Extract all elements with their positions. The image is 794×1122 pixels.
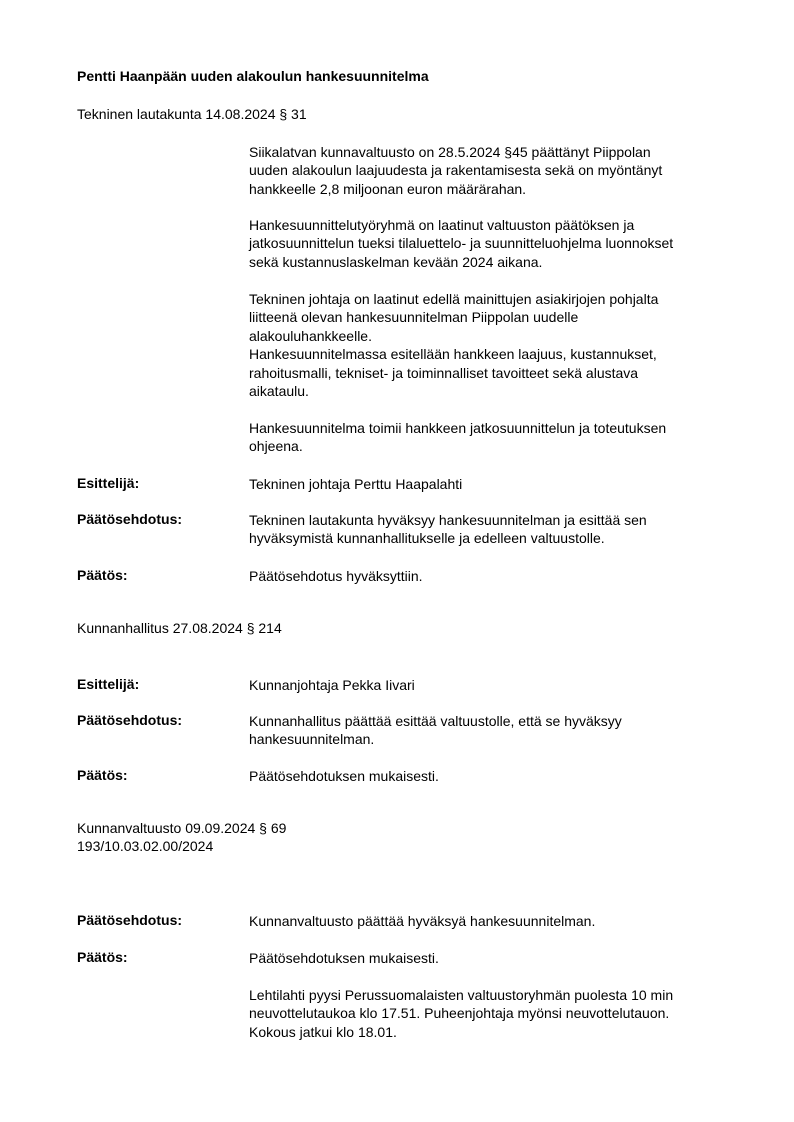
paatos-value bbox=[249, 949, 739, 967]
text-line: Kunnanjohtaja Pekka Iivari bbox=[249, 677, 415, 693]
text-line: uuden alakoulun laajuudesta ja rakentamisesta sekä on myöntänyt bbox=[249, 162, 663, 179]
paatosehdotus-label: Päätösehdotus: bbox=[77, 712, 183, 728]
paatos-value bbox=[249, 767, 739, 785]
paatosehdotus-value bbox=[249, 712, 739, 749]
text-line: liitteenä olevan hankesuunnitelman Piippolan uudelle bbox=[249, 309, 579, 326]
tekninen-lautakunta-header: Tekninen lautakunta 14.08.2024 § 31 bbox=[77, 106, 307, 122]
text-line: Hankesuunnitelma toimii hankkeen jatkosuunnittelun ja toteutuksen bbox=[249, 420, 667, 436]
paatos-label: Päätös: bbox=[77, 567, 128, 583]
tekninen-paragraph-2 bbox=[249, 216, 739, 271]
text-line: Kunnanvaltuusto päättää hyväksyä hankesuunnitelman. bbox=[249, 913, 596, 929]
text-line: Hankesuunnittelutyöryhmä on laatinut valtuuston päätöksen ja bbox=[249, 217, 635, 233]
paatos-value bbox=[249, 567, 739, 585]
text-line: Tekninen johtaja on laatinut edellä mainittujen asiakirjojen pohjalta bbox=[249, 291, 659, 307]
text-line: aikataulu. bbox=[249, 383, 309, 400]
text-line: sekä kustannuslaskelman kevään 2024 aikana. bbox=[249, 253, 543, 270]
text-line: Kunnanhallitus päättää esittää valtuustolle, että se hyväksyy bbox=[249, 713, 622, 729]
text-line: hankesuunnitelman. bbox=[249, 731, 375, 748]
text-line: ohjeena. bbox=[249, 438, 303, 455]
paatosehdotus-label: Päätösehdotus: bbox=[77, 511, 183, 527]
tekninen-paragraph-1 bbox=[249, 143, 739, 198]
text-line: Lehtilahti pyysi Perussuomalaisten valtuustoryhmän puolesta 10 min bbox=[249, 987, 674, 1003]
text-line: Päätösehdotuksen mukaisesti. bbox=[249, 768, 439, 784]
kunnanvaltuusto-note bbox=[249, 986, 739, 1041]
document-title: Pentti Haanpään uuden alakoulun hankesuunnitelma bbox=[77, 68, 429, 84]
text-line: Tekninen johtaja Perttu Haapalahti bbox=[249, 476, 463, 492]
kunnanvaltuusto-header: Kunnanvaltuusto 09.09.2024 § 69 bbox=[77, 820, 287, 836]
text-line: rahoitusmalli, tekniset- ja toiminnalliset tavoitteet sekä alustava bbox=[249, 364, 639, 381]
paatos-label: Päätös: bbox=[77, 767, 128, 783]
text-line: jatkosuunnittelun tueksi tilaluettelo- ja suunnitteluohjelma luonnokset bbox=[249, 235, 674, 252]
text-line: hyväksymistä kunnanhallitukselle ja edelleen valtuustolle. bbox=[249, 530, 605, 547]
text-line: Kokous jatkui klo 18.01. bbox=[249, 1023, 397, 1040]
text-line: Tekninen lautakunta hyväksyy hankesuunnitelman ja esittää sen bbox=[249, 512, 647, 528]
kunnanvaltuusto-reference: 193/10.03.02.00/2024 bbox=[77, 838, 214, 854]
esittelija-value bbox=[249, 475, 739, 493]
text-line: alakouluhankkeelle. bbox=[249, 327, 372, 344]
text-line: Päätösehdotus hyväksyttiin. bbox=[249, 568, 423, 584]
esittelija-label: Esittelijä: bbox=[77, 676, 140, 692]
text-line: neuvottelutaukoa klo 17.51. Puheenjohtaja myönsi neuvottelutauon. bbox=[249, 1005, 670, 1022]
text-line: Päätösehdotuksen mukaisesti. bbox=[249, 950, 439, 966]
esittelija-label: Esittelijä: bbox=[77, 475, 140, 491]
text-line: hankkeelle 2,8 miljoonan euron määrärahan. bbox=[249, 180, 527, 197]
text-line: Hankesuunnitelmassa esitellään hankkeen laajuus, kustannukset, bbox=[249, 346, 657, 363]
tekninen-paragraph-3 bbox=[249, 290, 739, 400]
kunnanhallitus-header: Kunnanhallitus 27.08.2024 § 214 bbox=[77, 620, 282, 636]
esittelija-value bbox=[249, 676, 739, 694]
paatosehdotus-value bbox=[249, 912, 739, 930]
tekninen-paragraph-4 bbox=[249, 419, 739, 456]
text-line: Siikalatvan kunnavaltuusto on 28.5.2024 §45 päättänyt Piippolan bbox=[249, 144, 651, 160]
paatos-label: Päätös: bbox=[77, 949, 128, 965]
paatosehdotus-label: Päätösehdotus: bbox=[77, 912, 183, 928]
paatosehdotus-value bbox=[249, 511, 739, 548]
